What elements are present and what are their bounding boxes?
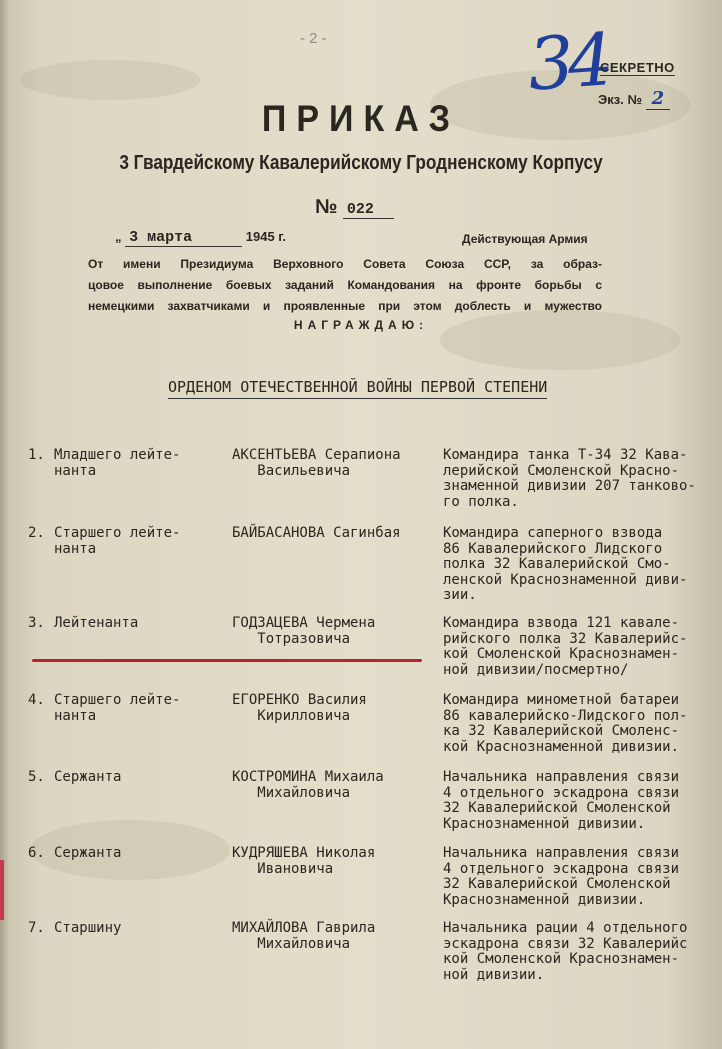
entry-position: Начальника направления связи 4 отдельного эскадрона связи 32 Кавалерийской Смоленской Краснознаменной дивизии. <box>443 769 680 832</box>
entry-name: ГОДЗАЦЕВА Чермена Тотразовича <box>232 615 376 647</box>
entry-index: 5. <box>28 769 45 785</box>
order-name: ОРДЕНОМ ОТЕЧЕСТВЕННОЙ ВОЙНЫ ПЕРВОЙ СТЕПЕНИ <box>168 378 547 399</box>
page-number: - 2 - <box>300 30 327 47</box>
entry-name: ЕГОРЕНКО Василия Кирилловича <box>232 692 367 724</box>
entry-position: Командира саперного взвода 86 Кавалерийского Лидского полка 32 Кавалерийской Смо- ленской Краснознаменной диви- зии. <box>443 525 688 603</box>
entry-index: 7. <box>28 920 45 936</box>
entry-rank: Младшего лейте- нанта <box>54 447 181 479</box>
red-underline-mark <box>32 659 422 662</box>
entry-index: 6. <box>28 845 45 861</box>
entry-rank: Старшего лейте- нанта <box>54 692 181 724</box>
entry-name: БАЙБАСАНОВА Сагинбая <box>232 525 401 541</box>
entry-index: 3. <box>28 615 45 631</box>
entry-position: Командира взвода 121 кавале- рийского полка 32 Кавалерийс- кой Смоленской Краснознамен- ной дивизии/посмертно/ <box>443 615 688 678</box>
entry-name: КУДРЯШЕВА Николая Ивановича <box>232 845 376 877</box>
date-value: 3 марта <box>125 229 242 247</box>
preamble <box>88 254 602 317</box>
copy-number: 2 <box>646 88 671 110</box>
preamble-line: немецкими захватчиками и проявленные при этом доблесть и мужество <box>88 299 602 313</box>
entry-rank: Лейтенанта <box>54 615 139 631</box>
entry-index: 1. <box>28 447 45 463</box>
entry-index: 4. <box>28 692 45 708</box>
entry-name: КОСТРОМИНА Михаила Михайловича <box>232 769 384 801</box>
document-subtitle: 3 Гвардейскому Кавалерийскому Гродненскому Корпусу <box>119 152 603 174</box>
document-title: ПРИКАЗ <box>261 98 461 140</box>
entry-position: Начальника рации 4 отдельного эскадрона связи 32 Кавалерийс кой Смоленской Краснознамен- ной дивизии. <box>443 920 688 983</box>
preamble-line: От имени Президиума Верховного Совета Союза ССР, за образ- <box>88 257 602 271</box>
entry-position: Командира танка Т-34 32 Кава- лерийской Смоленской Красно- знаменной дивизии 207 танково- го полка. <box>443 447 696 510</box>
entry-position: Командира минометной батареи 86 кавалерийско-Лидского пол- ка 32 Кавалерийской Смоленс- кой Краснознаменной дивизии. <box>443 692 688 755</box>
date-line <box>115 229 286 246</box>
entry-rank: Старшего лейте- нанта <box>54 525 181 557</box>
entry-rank: Сержанта <box>54 769 122 785</box>
handwritten-sheet-number: 34 <box>525 17 611 107</box>
order-number-line <box>315 196 394 219</box>
order-number: 022 <box>343 201 394 219</box>
entry-position: Начальника направления связи 4 отдельного эскадрона связи 32 Кавалерийской Смоленской Краснознаменной дивизии. <box>443 845 680 908</box>
entry-rank: Сержанта <box>54 845 122 861</box>
date-quote: „ <box>115 229 122 244</box>
order-number-label: № <box>315 196 338 218</box>
award-heading: НАГРАЖДАЮ: <box>293 318 429 332</box>
date-year: 1945 г. <box>245 229 287 244</box>
entry-rank: Старшину <box>54 920 122 936</box>
entry-index: 2. <box>28 525 45 541</box>
secret-stamp: СЕКРЕТНО <box>600 60 675 75</box>
bleed-through-stain <box>20 60 200 100</box>
entry-name: АКСЕНТЬЕВА Серапиона Васильевича <box>232 447 401 479</box>
red-tab-mark <box>0 860 4 920</box>
entry-name: МИХАЙЛОВА Гаврила Михайловича <box>232 920 376 952</box>
preamble-line: цовое выполнение боевых заданий Командования на фронте борьбы с <box>88 278 602 292</box>
army-label: Действующая Армия <box>462 232 588 246</box>
copy-label: Экз. № <box>598 92 642 107</box>
